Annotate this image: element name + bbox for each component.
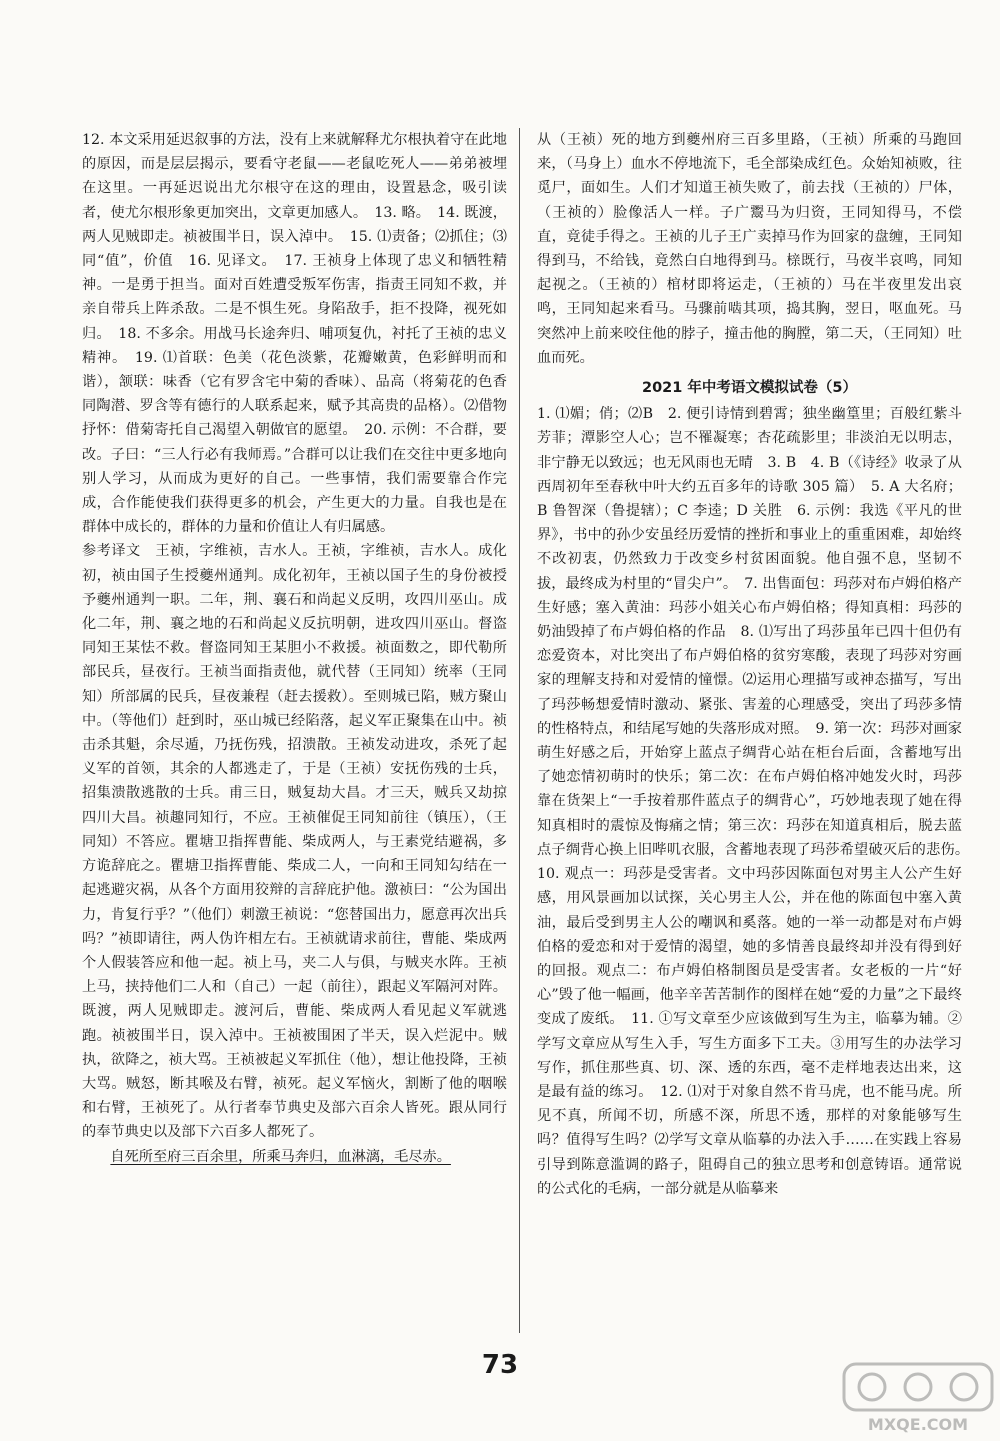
page-number: 73 [481, 1350, 519, 1380]
watermark-text: MXQE.COM [867, 1415, 969, 1434]
column-divider [519, 128, 520, 1333]
right-column [537, 128, 977, 1201]
translation-continued: 从（王祯）死的地方到夔州府三百多里路，（王祯）所乘的马跑回来，（马身上）血水不停地流下，毛全部染成红色。众始知祯败，往觅尸，面如生。人们才知道王祯失败了，前去找（王祯的）尸体，（王祯的）脸像活人一样。子广鬻马为归资，王同知得马，不偿直，竟徒手得之。王祯的儿子王广卖掉马作为回家的盘缠，王同知得到马，不给钱，竟然白白地得到马。榇既行，马夜半哀鸣，同知起视之。（王祯的）棺材即将运走，（王祯的）马在半夜里发出哀鸣，王同知起来看马。马骤前啮其项，捣其胸，翌日，呕血死。马突然冲上前来咬住他的脖子，撞击他的胸膛，第二天，（王同知）吐血而死。 [537, 132, 962, 366]
translation-line: 自死所至府三百余里，所乘马奔归，血淋漓，毛尽赤。 [110, 1148, 451, 1165]
answers-block-left: 12. 本文采用延迟叙事的方法，没有上来就解释尤尔根执着守在此地的原因，而是层层揭示，要看守老鼠——老鼠吃死人——弟弟被埋在这里。一再延迟说出尤尔根守在这的理由，设置悬念，吸引读者，使尤尔根形象更加突出，文章更加感人。 13. 略。 14. 既渡，两人见贼即走。祯被围半日，误入淖中。 15. ⑴责备；⑵抓住；⑶同“值”，价值 16. 见译文。 17. 王祯身上体现了忠义和牺牲精神。一是勇于担当。面对百姓遭受叛军伤害，指责王同知不救，并亲自带兵上阵杀敌。二是不惧生死。身陷敌手，拒不投降，视死如归。 18. 不多余。用战马长途奔归、哺项复仇，衬托了王祯的忠义精神。 19. ⑴首联：色美（花色淡紫，花瓣嫩黄，色彩鲜明而和谐），颔联：味香（它有罗含宅中菊的香味）、品高（将菊花的色香同陶潜、罗含等有德行的人联系起来，赋予其高贵的品格）。⑵借物抒怀：借菊寄托自己渴望入朝做官的愿望。 20. 示例：不合群，要改。子曰：“三人行必有我师焉。”合群可以让我们在交往中更多地向别人学习，从而成为更好的自己。一些事情，我们需要靠合作完成，合作能使我们获得更多的机会，产生更大的力量。自我也是在群体中成长的，群体的力量和价值让人有归属感。 [82, 132, 507, 536]
section-title: 2021 年中考语文模拟试卷（5） [642, 380, 857, 397]
answer-logo-icon [838, 1360, 998, 1438]
watermark [838, 1360, 998, 1438]
left-column [82, 128, 507, 1169]
reference-translation: 参考译文 王祯，字维祯，吉水人。王祯，字维祯，吉水人。成化初，祯由国子生授夔州通判。成化初年，王祯以国子生的身份被授予夔州通判一职。二年，荆、襄石和尚起义反明，攻四川巫山。成化二年，荆、襄之地的石和尚起义反抗明朝，进攻四川巫山。督盗同知王某怯不救。督盗同知王某胆小不救援。祯面数之，即代勒所部民兵，昼夜行。王祯当面指责他，就代替（王同知）统率（王同知）所部属的民兵，昼夜兼程（赶去援救）。至则城已陷，贼方聚山中。（等他们）赶到时，巫山城已经陷落，起义军正聚集在山中。祯击杀其魁，余尽遁，乃抚伤残，招溃散。王祯发动进攻，杀死了起义军的首领，其余的人都逃走了，于是（王祯）安抚伤残的士兵，招集溃散逃散的士兵。甫三日，贼复劫大昌。才三天，贼兵又劫掠四川大昌。祯趣同知行，不应。王祯催促王同知前往（镇压），（王同知）不答应。瞿塘卫指挥曹能、柴成两人，与王素党结避祸，多方诡辞庇之。瞿塘卫指挥曹能、柴成二人，一向和王同知勾结在一起逃避灾祸，从各个方面用狡辩的言辞庇护他。激祯曰：“公为国出力，肯复行乎？”（他们）刺激王祯说：“您替国出力，愿意再次出兵吗？”祯即请往，两人伪许相左右。王祯就请求前往，曹能、柴成两个人假装答应和他一起。祯上马，夹二人与俱，与贼夹水阵。王祯上马，挟持他们二人和（自己）一起（前往），跟起义军隔河对阵。既渡，两人见贼即走。渡河后，曹能、柴成两人看见起义军就逃跑。祯被围半日，误入淖中。王祯被围困了半天，误入烂泥中。贼执，欲降之，祯大骂。王祯被起义军抓住（他），想让他投降，王祯大骂。贼怒，断其喉及右臂，祯死。起义军恼火，割断了他的咽喉和右臂，王祯死了。从行者奉节典史及部六百余人皆死。跟从同行的奉节典史以及部下六百多人都死了。 [82, 543, 507, 1141]
answers-block-right: 1. ⑴媚；俏；⑵B 2. 便引诗情到碧霄；独坐幽篁里；百般红紫斗芳菲；潭影空人心；岂不罹凝寒；杏花疏影里；非淡泊无以明志，非宁静无以致远；也无风雨也无晴 3. B 4. B（《诗经》收录了从西周初年至春秋中叶大约五百多年的诗歌 305 篇） 5. A 大名府；B 鲁智深（鲁提辖）；C 李逵；D 关胜 6. 示例：我选《平凡的世界》，书中的孙少安虽经历爱情的挫折和事业上的重重困难，却始终不改初衷，仍然致力于改变乡村贫困面貌。他自强不息，坚韧不拔，最终成为村里的“冒尖户”。 7. 出售面包：玛莎对布卢姆伯格产生好感；塞入黄油：玛莎小姐关心布卢姆伯格；得知真相：玛莎的奶油毁掉了布卢姆伯格的作品 8. ⑴写出了玛莎虽年已四十但仍有恋爱资本，对比突出了布卢姆伯格的贫穷寒酸，表现了玛莎对穷画家的理解支持和对爱情的憧憬。⑵运用心理描写或神态描写，写出了玛莎畅想爱情时激动、紧张、害羞的心理感受，突出了玛莎多情的性格特点，和结尾写她的失落形成对照。 9. 第一次：玛莎对画家萌生好感之后，开始穿上蓝点子绸背心站在柜台后面，含蓄地写出了她恋情初萌时的快乐；第二次：在布卢姆伯格冲她发火时，玛莎靠在货架上“一手按着那件蓝点子的绸背心”，巧妙地表现了她在得知真相时的震惊及悔痛之情；第三次：玛莎在知道真相后，脱去蓝点子绸背心换上旧哔叽衣服，含蓄地表现了玛莎希望破灭后的悲伤。 10. 观点一：玛莎是受害者。文中玛莎因陈面包对男主人公产生好感，用风景画加以试探，关心男主人公，并在他的陈面包中塞入黄油，最后受到男主人公的嘲讽和奚落。她的一举一动都是对布卢姆伯格的爱恋和对于爱情的渴望，她的多情善良最终却并没有得到好的回报。观点二：布卢姆伯格制图员是受害者。女老板的一片“好心”毁了他一幅画，他辛辛苦苦制作的图样在她“爱的力量”之下最终变成了废纸。 11. ①写文章至少应该做到写生为主，临摹为辅。②学写文章应从写生入手，写生方面多下工夫。③用写生的办法学习写作，抓住那些真、切、深、透的东西，毫不走样地表达出来，这是最有益的练习。 12. ⑴对于对象自然不肯马虎，也不能马虎。所见不真，所闻不切，所感不深，所思不透，那样的对象能够写生吗？值得写生吗？⑵学写文章从临摹的办法入手……在实践上容易引导到陈意滥调的路子，阻碍自己的独立思考和创意铸语。通常说的公式化的毛病，一部分就是从临摹来 [537, 406, 977, 1197]
